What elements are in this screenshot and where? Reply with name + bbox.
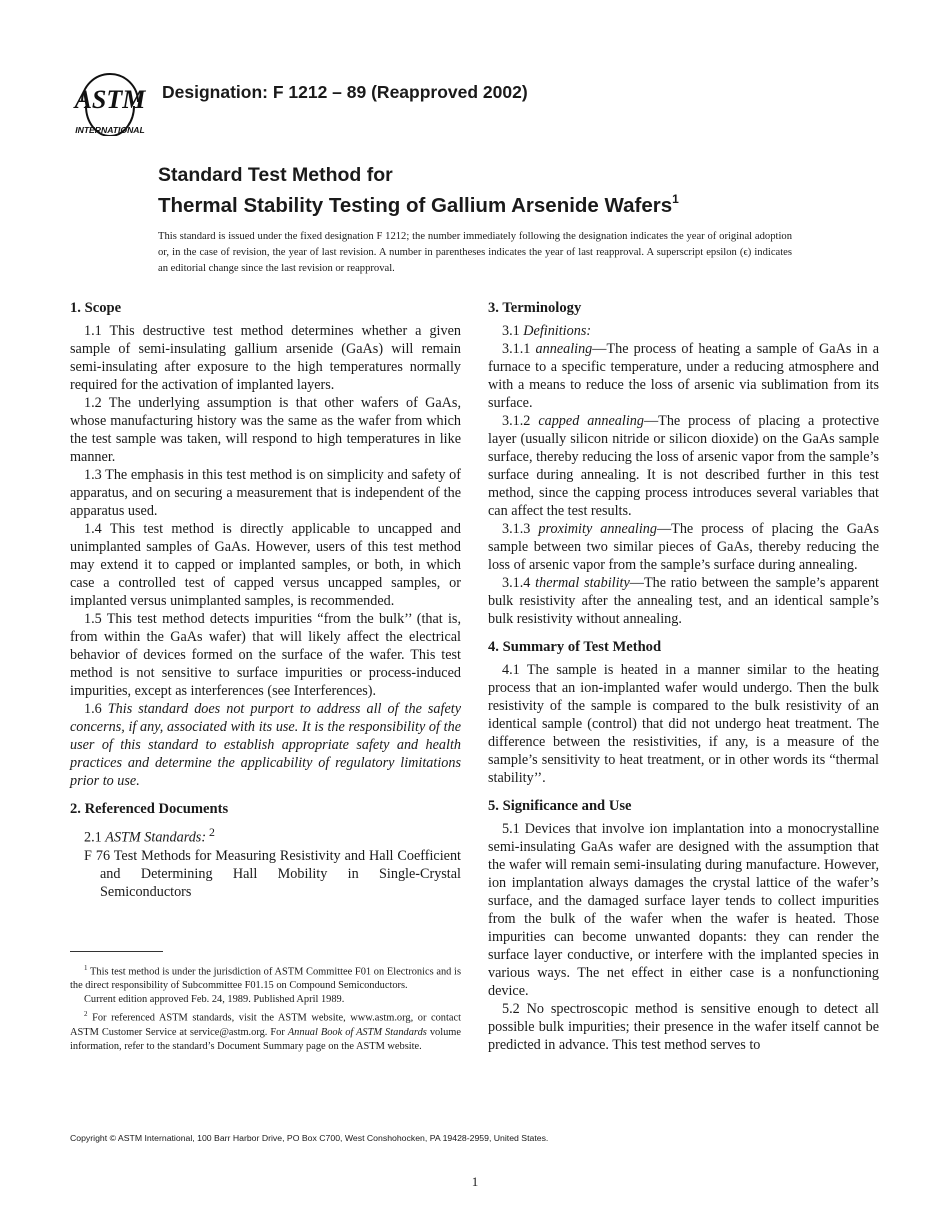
definition-thermal-stability-number: 3.1.4 [502, 575, 536, 591]
title-line-2-text: Thermal Stability Testing of Gallium Arsenide Wafers [158, 194, 673, 217]
footnote-1 [70, 961, 461, 993]
logo-subtext: INTERNATIONAL [75, 125, 145, 135]
footnote-2-italic: Annual Book of ASTM Standards [287, 1026, 427, 1038]
right-column [488, 298, 879, 1054]
page-number: 1 [471, 1174, 479, 1189]
left-column [70, 298, 461, 901]
paragraph-4-1: 4.1 The sample is heated in a manner similar to the heating process that an ion-implanted wafer would undergo. Then the bulk resistivity of the sample is compared to the bulk resistivity of an identical sample (control) that did not undergo heat treatment. The difference between the resistivities, if any, is a measure of the sample’s sensitivity to heat treatment, or in other words its “thermal stability’’. [488, 662, 879, 786]
definition-capped-annealing-term: capped annealing [538, 413, 644, 429]
paragraph-2-1-text: ASTM Standards: [105, 829, 207, 846]
section-heading-referenced-documents: 2. Referenced Documents [70, 801, 229, 817]
footnote-2-marker: 2 [84, 1010, 88, 1019]
definition-thermal-stability-text: —The ratio between the sample’s apparent bulk resistivity after the annealing test, and an identical sample’s bulk resistivity without annealing. [488, 575, 879, 627]
title-line-1: Standard Test Method for [158, 164, 393, 186]
definition-annealing-text: —The process of heating a sample of GaAs in a furnace to a specific temperature, under a reducing atmosphere and with a means to reduce the loss of arsenic via sublimation from its surface. [488, 341, 879, 411]
paragraph-1-6 [70, 700, 461, 790]
paragraph-1-6-text: This standard does not purport to address all of the safety concerns, if any, associated with its use. It is the responsibility of the user of this standard to establish appropriate safety and health practices and determine the applicability of regulatory limitations prior to use. [70, 701, 461, 789]
footnote-2-text-b: volume information, refer to the standard’s Document Summary page on the ASTM website. [70, 1026, 461, 1052]
footnote-2 [70, 1007, 461, 1053]
paragraph-3-1-number: 3.1 [502, 323, 524, 339]
footnote-1-edition: Current edition approved Feb. 24, 1989. Published April 1989. [84, 994, 345, 1006]
designation: Designation: F 1212 – 89 (Reapproved 2002) [162, 82, 528, 102]
definition-proximity-annealing-term: proximity annealing [538, 521, 657, 537]
definition-capped-annealing-text: —The process of placing a protective layer (usually silicon nitride or silicon dioxide) on the GaAs sample surface, thereby reducing the loss of arsenic vapor from the sample’s surface during annealing. It is not described further in this test method, since the capping process introduces several variables that can affect the test results. [488, 413, 880, 519]
issuance-note: This standard is issued under the fixed designation F 1212; the number immediately following the designation indicates the year of original adoption or, in the case of revision, the year of last revision. A number in parentheses indicates the year of last reapproval. A superscript epsilon (ϵ) indicates an editorial change since the last revision or reapproval. [158, 231, 792, 274]
definition-capped-annealing [488, 412, 879, 520]
footnote-2-text-a: For referenced ASTM standards, visit the ASTM website, www.astm.org, or contact ASTM Customer Service at service@astm.org. For [70, 1012, 461, 1038]
definition-thermal-stability [488, 574, 879, 628]
paragraph-3-1-text: Definitions: [523, 323, 592, 339]
definition-capped-annealing-number: 3.1.2 [502, 413, 539, 429]
footnotes [70, 961, 461, 1054]
paragraph-2-1-footnote-ref: 2 [206, 825, 215, 839]
document-title [158, 164, 818, 219]
paragraph-2-1-number: 2.1 [84, 829, 106, 846]
definition-annealing-term: annealing [535, 341, 593, 357]
paragraph-5-1: 5.1 Devices that involve ion implantation into a monocrystalline semi-insulating GaAs wafer are designed with the assumption that the wafer will remain semi-insulating during manufacture. However, ion implantation always damages the crystal lattice of the wafer’s surface, and the damaged surface layer tends to collect impurities from the bulk of the wafer when the wafer is heated. Those impurities can become unwanted dopants: they can render the surface layer conductive, or interfere with the implanted species in various ways. The net effect in either case is a nonfunctioning device. [488, 821, 879, 999]
title-line-2 [158, 186, 818, 219]
paragraph-1-4: 1.4 This test method is directly applicable to uncapped and unimplanted samples of GaAs. However, users of this test method may extend it to capped or implanted samples, or both, in which case a controlled test of capped versus uncapped samples, or implanted versus unimplanted samples, is recommended. [70, 521, 461, 609]
paragraph-1-3: 1.3 The emphasis in this test method is on simplicity and safety of apparatus, and on securing a measurement that is independent of the apparatus used. [70, 467, 461, 519]
astm-logo [70, 62, 150, 136]
section-heading-significance: 5. Significance and Use [488, 798, 632, 814]
title-footnote-ref: 1 [672, 192, 679, 206]
section-heading-scope: 1. Scope [70, 300, 122, 316]
definition-proximity-annealing [488, 520, 879, 574]
footnote-1-text: This test method is under the jurisdiction of ASTM Committee F01 on Electronics and is the direct responsibility of Subcommittee F01.15 on Compound Semiconductors. [70, 966, 461, 992]
definition-annealing [488, 340, 879, 412]
paragraph-5-2: 5.2 No spectroscopic method is sensitive enough to detect all possible bulk impurities; their presence in the wafer itself cannot be predicted in advance. This test method serves to [488, 1001, 879, 1053]
paragraph-1-6-number: 1.6 [84, 701, 108, 717]
footnote-divider [70, 951, 163, 952]
logo-mark-text: ASTM [74, 85, 146, 114]
copyright-notice: Copyright © ASTM International, 100 Barr Harbor Drive, PO Box C700, West Conshohocken, PA 19428-2959, United States. [70, 1133, 549, 1143]
paragraph-1-2: 1.2 The underlying assumption is that other wafers of GaAs, whose manufacturing history was the same as the wafer from which the test sample was taken, will respond to high temperatures in like manner. [70, 395, 461, 465]
definition-annealing-number: 3.1.1 [502, 341, 536, 357]
paragraph-2-1 [70, 823, 461, 847]
paragraph-1-5: 1.5 This test method detects impurities “from the bulk’’ (that is, from within the GaAs wafer) that will likely affect the electrical behavior of devices formed on the surface of the wafer. This test method is not sensitive to surface impurities or process-induced impurities, except as interferences (see Interferences). [70, 611, 461, 699]
definition-proximity-annealing-number: 3.1.3 [502, 521, 539, 537]
section-heading-summary: 4. Summary of Test Method [488, 639, 662, 655]
definition-proximity-annealing-text: —The process of placing the GaAs sample between two similar pieces of GaAs, thereby reducing the loss of arsenic vapor from the sample’s surface during annealing. [488, 521, 880, 573]
paragraph-1-1: 1.1 This destructive test method determines whether a given sample of semi-insulating gallium arsenide (GaAs) will remain semi-insulating after exposure to the high temperatures normally required for the activation of implanted layers. [70, 323, 461, 393]
section-heading-terminology: 3. Terminology [488, 300, 582, 316]
footnote-1-marker: 1 [84, 964, 88, 972]
reference-f76: F 76 Test Methods for Measuring Resistivity and Hall Coefficient and Determining Hall Mobility in Single-Crystal Semiconductors [84, 847, 461, 900]
definition-thermal-stability-term: thermal stability [535, 575, 630, 591]
paragraph-3-1 [488, 322, 879, 340]
